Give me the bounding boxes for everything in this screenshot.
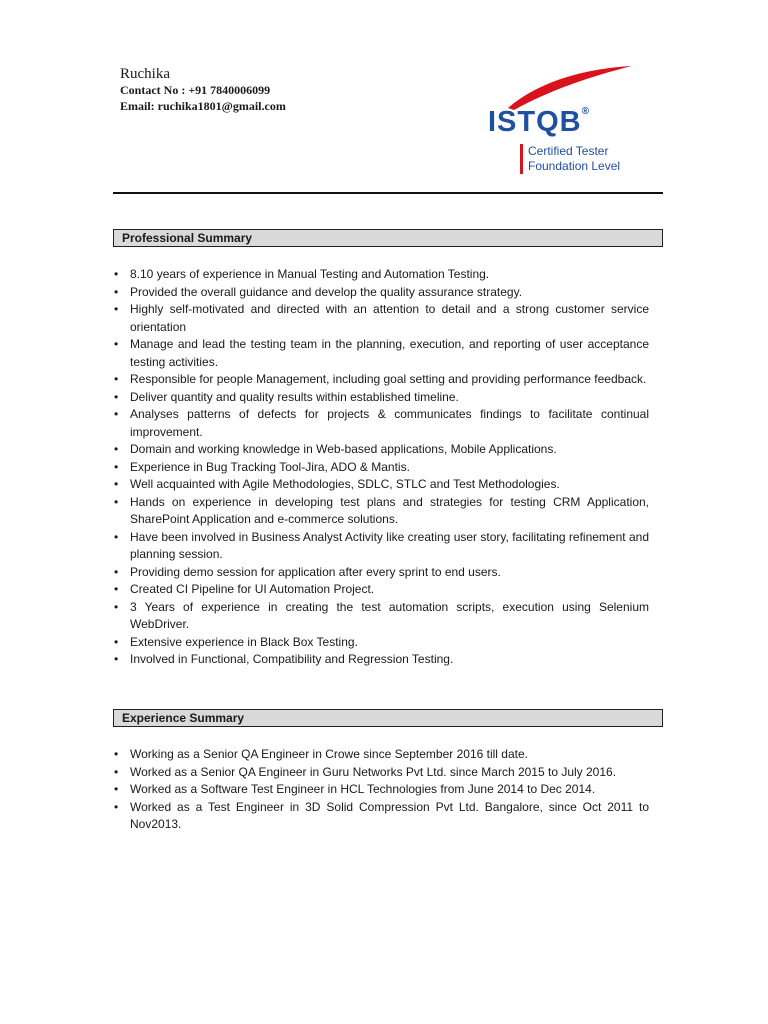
professional-summary-list <box>113 266 649 669</box>
list-item: • Have been involved in Business Analyst Activity like creating user story, facilitating refinement and planning session. <box>113 529 649 564</box>
logo-line-1: Certified Tester <box>528 144 609 158</box>
list-item: • Involved in Functional, Compatibility and Regression Testing. <box>113 651 649 669</box>
list-item: • Analyses patterns of defects for projects & communicates findings to facilitate continual improvement. <box>113 406 649 441</box>
list-item: • Working as a Senior QA Engineer in Crowe since September 2016 till date. <box>113 746 649 764</box>
professional-summary-heading: Professional Summary <box>113 229 663 247</box>
logo-accent-bar <box>520 144 523 174</box>
list-item: • Worked as a Software Test Engineer in HCL Technologies from June 2014 to Dec 2014. <box>113 781 649 799</box>
list-item: • Experience in Bug Tracking Tool-Jira, ADO & Mantis. <box>113 459 649 477</box>
list-item: • Worked as a Senior QA Engineer in Guru Networks Pvt Ltd. since March 2015 to July 2016. <box>113 764 649 782</box>
experience-summary-list <box>113 746 649 834</box>
header-divider <box>113 192 663 194</box>
list-item: • Providing demo session for application after every sprint to end users. <box>113 564 649 582</box>
logo-brand-text: ISTQB® <box>488 106 590 138</box>
list-item: • 8.10 years of experience in Manual Testing and Automation Testing. <box>113 266 649 284</box>
experience-summary-heading: Experience Summary <box>113 709 663 727</box>
list-item: • Domain and working knowledge in Web-based applications, Mobile Applications. <box>113 441 649 459</box>
list-item: • Hands on experience in developing test plans and strategies for testing CRM Application, SharePoint Application and e-commerce solutions. <box>113 494 649 529</box>
list-item: • Deliver quantity and quality results within established timeline. <box>113 389 649 407</box>
list-item: • Extensive experience in Black Box Testing. <box>113 634 649 652</box>
list-item: • Provided the overall guidance and develop the quality assurance strategy. <box>113 284 649 302</box>
istqb-logo <box>480 60 640 180</box>
logo-line-2: Foundation Level <box>528 159 621 173</box>
list-item: • Manage and lead the testing team in the planning, execution, and reporting of user acceptance testing activities. <box>113 336 649 371</box>
contact-number: Contact No : +91 7840006099 <box>120 83 271 97</box>
list-item: • 3 Years of experience in creating the test automation scripts, execution using Selenium WebDriver. <box>113 599 649 634</box>
list-item: • Responsible for people Management, including goal setting and providing performance feedback. <box>113 371 649 389</box>
email-address: Email: ruchika1801@gmail.com <box>120 99 286 113</box>
list-item: • Highly self-motivated and directed with an attention to detail and a strong customer service orientation <box>113 301 649 336</box>
candidate-name: Ruchika <box>120 66 170 82</box>
list-item: • Worked as a Test Engineer in 3D Solid Compression Pvt Ltd. Bangalore, since Oct 2011 to Nov2013. <box>113 799 649 834</box>
list-item: • Well acquainted with Agile Methodologies, SDLC, STLC and Test Methodologies. <box>113 476 649 494</box>
list-item: • Created CI Pipeline for UI Automation Project. <box>113 581 649 599</box>
